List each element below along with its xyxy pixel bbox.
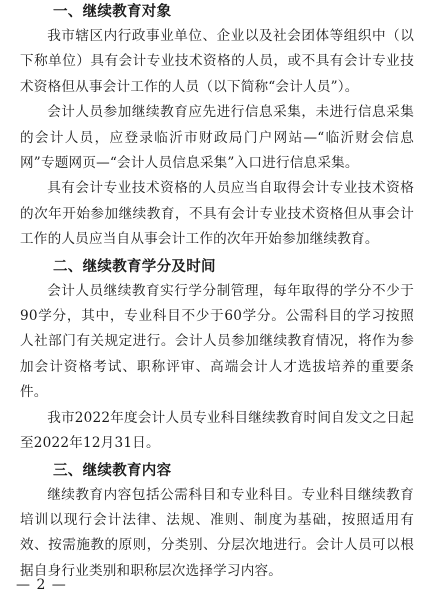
section-heading-education-content: 三、继续教育内容 <box>53 462 172 479</box>
paragraph-credit-system: 会计人员继续教育实行学分制管理，每年取得的学分不少于90学分，其中，专业科目不少于60学分。公需科目的学习按照人社部门有关规定进行。会计人员参加继续教育情况，将作为参加会计资格考试、职称评审、高端会计人才选拔培养的重要条件。 <box>20 282 414 401</box>
paragraph-targets-definition: 我市辖区内行政事业单位、企业以及社会团体等组织中（以下称单位）具有会计专业技术资格的人员，或不具有会计专业技术资格但从事会计工作的人员（以下简称“会计人员”）。 <box>20 28 414 95</box>
paragraph-start-year: 具有会计专业技术资格的人员应当自取得会计专业技术资格的次年开始参加继续教育，不具有会计专业技术资格但从事会计工作的人员应当自从事会计工作的次年开始参加继续教育。 <box>20 180 414 248</box>
paragraph-content-description: 继续教育内容包括公需科目和专业科目。专业科目继续教育培训以现行会计法律、法规、准则、制度为基础，按照适用有效、按需施教的原则，分类别、分层次地进行。会计人员可以根据自身行业类别和职称层次选择学习内容。 <box>20 486 414 579</box>
section-heading-credits-and-time: 二、继续教育学分及时间 <box>53 258 216 275</box>
paragraph-information-collection: 会计人员参加继续教育应先进行信息采集，未进行信息采集的会计人员，应登录临沂市财政局门户网站—“临沂财会信息网”专题网页—“会计人员信息采集”入口进行信息采集。 <box>20 104 414 172</box>
paragraph-time-period: 我市2022年度会计人员专业科目继续教育时间自发文之日起至2022年12月31日。 <box>20 409 414 452</box>
section-heading-continuing-education-targets: 一、继续教育对象 <box>53 4 172 20</box>
page-number: — 2 — <box>16 577 67 593</box>
